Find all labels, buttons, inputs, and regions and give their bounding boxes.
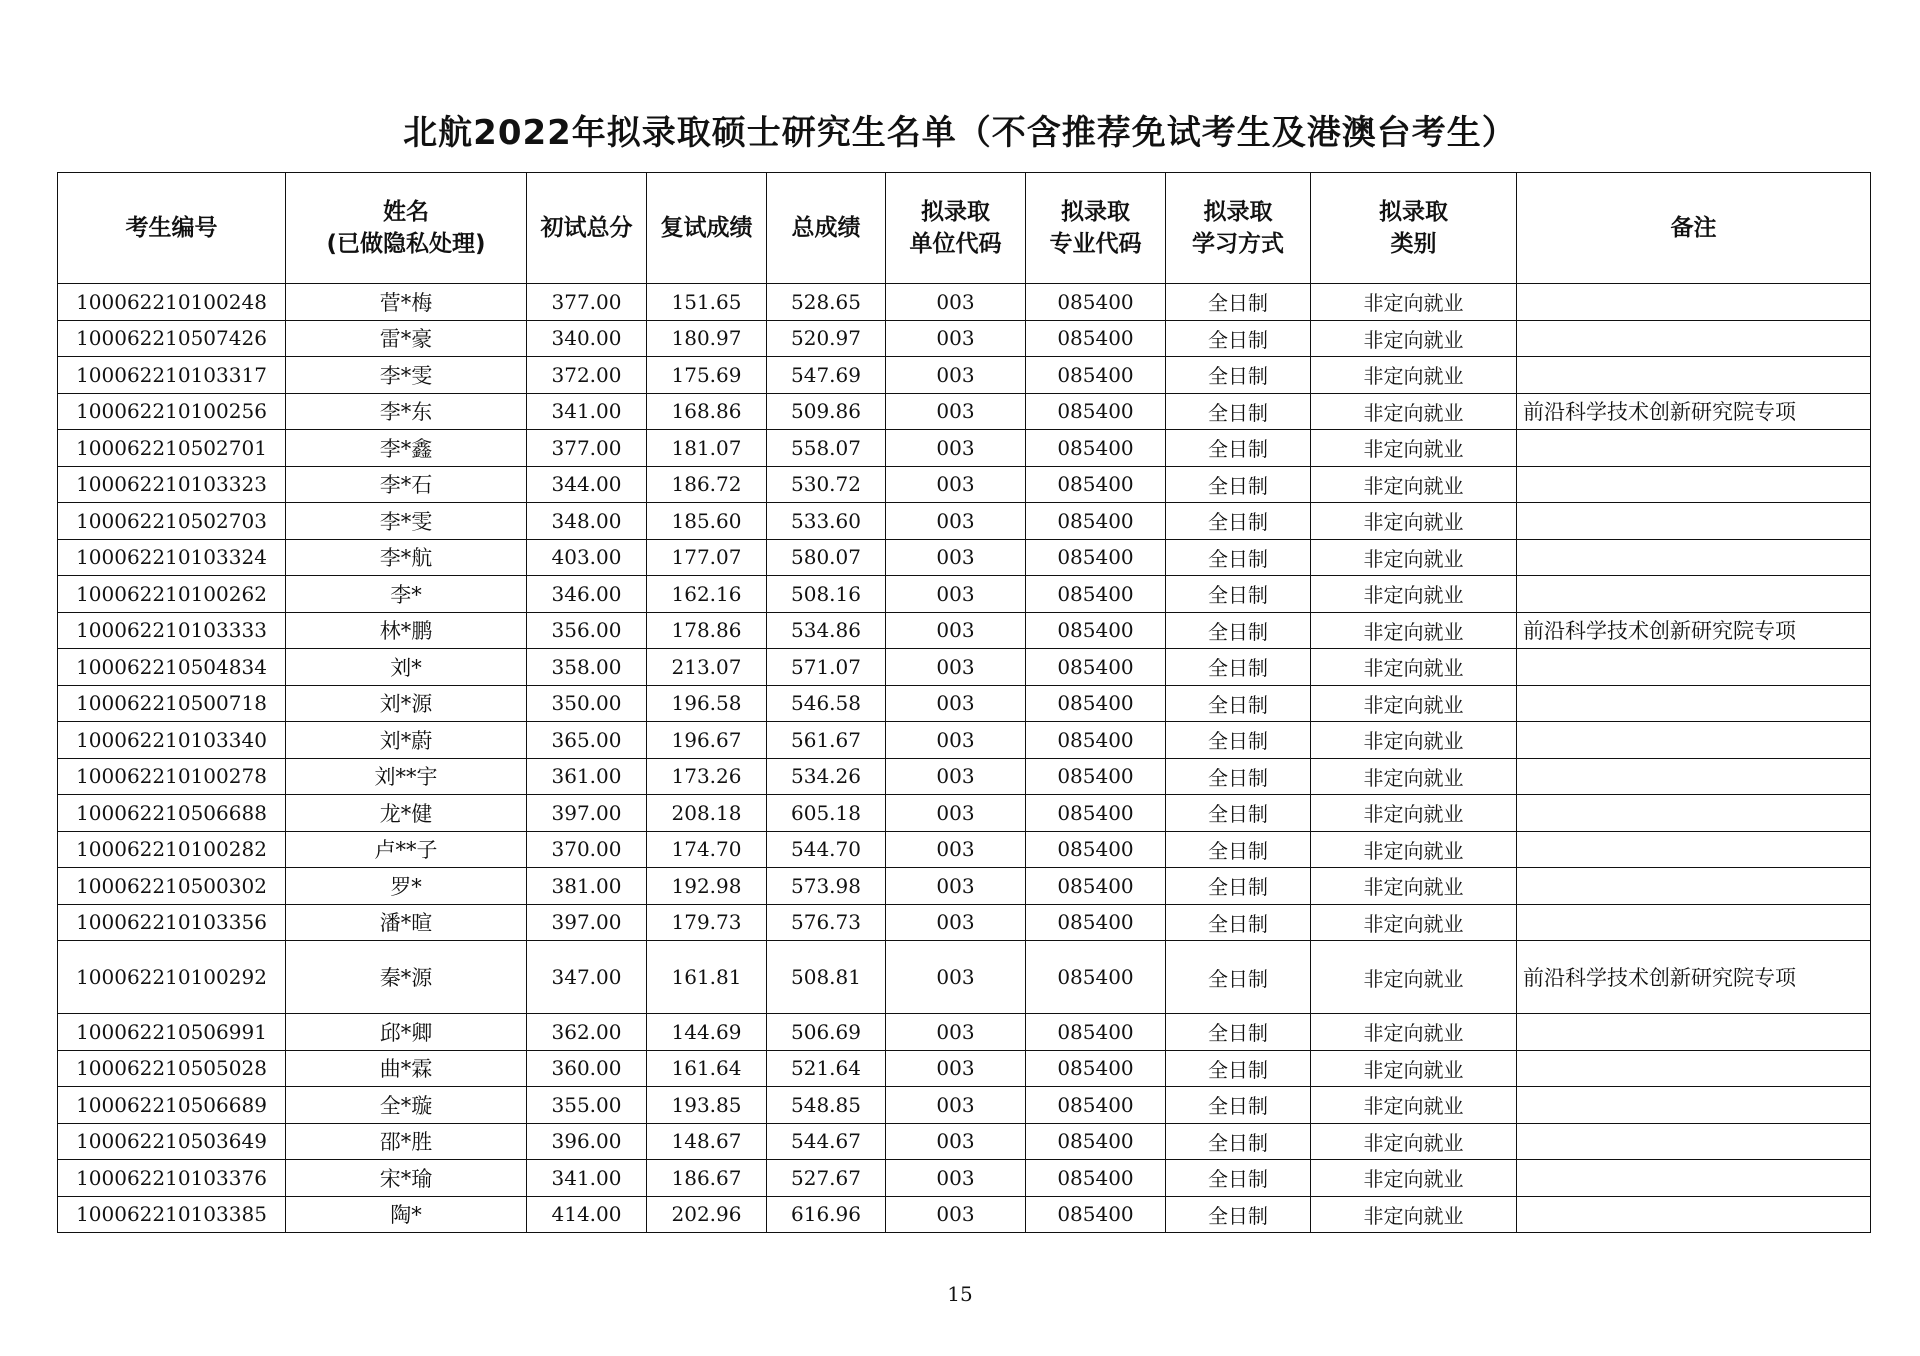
retest-score-cell: 148.67 xyxy=(647,1123,767,1160)
category-cell: 非定向就业 xyxy=(1311,941,1517,1014)
study-mode-cell: 全日制 xyxy=(1166,1014,1311,1051)
name-cell: 刘**宇 xyxy=(286,758,527,795)
remark-cell xyxy=(1517,1050,1871,1087)
study-mode-cell: 全日制 xyxy=(1166,393,1311,430)
remark-cell xyxy=(1517,1014,1871,1051)
unit-code-cell: 003 xyxy=(886,722,1026,759)
candidate-id-cell: 100062210507426 xyxy=(58,320,286,357)
category-cell: 非定向就业 xyxy=(1311,722,1517,759)
initial-score-cell: 370.00 xyxy=(527,831,647,868)
category-cell: 非定向就业 xyxy=(1311,430,1517,467)
header-category: 拟录取 类别 xyxy=(1311,173,1517,284)
retest-score-cell: 174.70 xyxy=(647,831,767,868)
major-code-cell: 085400 xyxy=(1026,393,1166,430)
major-code-cell: 085400 xyxy=(1026,795,1166,832)
initial-score-cell: 358.00 xyxy=(527,649,647,686)
candidate-id-cell: 100062210505028 xyxy=(58,1050,286,1087)
study-mode-cell: 全日制 xyxy=(1166,649,1311,686)
total-score-cell: 544.67 xyxy=(767,1123,886,1160)
unit-code-cell: 003 xyxy=(886,539,1026,576)
total-score-cell: 527.67 xyxy=(767,1160,886,1197)
category-cell: 非定向就业 xyxy=(1311,831,1517,868)
table-row xyxy=(58,1014,1871,1051)
category-cell: 非定向就业 xyxy=(1311,1050,1517,1087)
retest-score-cell: 180.97 xyxy=(647,320,767,357)
total-score-cell: 580.07 xyxy=(767,539,886,576)
candidate-id-cell: 100062210504834 xyxy=(58,649,286,686)
header-total-score: 总成绩 xyxy=(767,173,886,284)
unit-code-cell: 003 xyxy=(886,685,1026,722)
name-cell: 李* xyxy=(286,576,527,613)
header-unit-code: 拟录取 单位代码 xyxy=(886,173,1026,284)
table-body xyxy=(58,284,1871,1233)
category-cell: 非定向就业 xyxy=(1311,284,1517,321)
total-score-cell: 547.69 xyxy=(767,357,886,394)
remark-cell xyxy=(1517,904,1871,941)
initial-score-cell: 365.00 xyxy=(527,722,647,759)
category-cell: 非定向就业 xyxy=(1311,576,1517,613)
name-cell: 李*雯 xyxy=(286,503,527,540)
retest-score-cell: 186.67 xyxy=(647,1160,767,1197)
major-code-cell: 085400 xyxy=(1026,320,1166,357)
candidate-id-cell: 100062210103376 xyxy=(58,1160,286,1197)
remark-cell xyxy=(1517,357,1871,394)
candidate-id-cell: 100062210103323 xyxy=(58,466,286,503)
unit-code-cell: 003 xyxy=(886,1050,1026,1087)
study-mode-cell: 全日制 xyxy=(1166,539,1311,576)
candidate-id-cell: 100062210500718 xyxy=(58,685,286,722)
remark-cell xyxy=(1517,466,1871,503)
candidate-id-cell: 100062210500302 xyxy=(58,868,286,905)
name-cell: 全*璇 xyxy=(286,1087,527,1124)
total-score-cell: 558.07 xyxy=(767,430,886,467)
unit-code-cell: 003 xyxy=(886,576,1026,613)
name-cell: 邵*胜 xyxy=(286,1123,527,1160)
major-code-cell: 085400 xyxy=(1026,1196,1166,1233)
retest-score-cell: 151.65 xyxy=(647,284,767,321)
unit-code-cell: 003 xyxy=(886,831,1026,868)
header-retest-score: 复试成绩 xyxy=(647,173,767,284)
name-cell: 龙*健 xyxy=(286,795,527,832)
table-row xyxy=(58,1160,1871,1197)
initial-score-cell: 341.00 xyxy=(527,1160,647,1197)
unit-code-cell: 003 xyxy=(886,649,1026,686)
major-code-cell: 085400 xyxy=(1026,1123,1166,1160)
major-code-cell: 085400 xyxy=(1026,868,1166,905)
remark-cell xyxy=(1517,1087,1871,1124)
initial-score-cell: 341.00 xyxy=(527,393,647,430)
candidate-id-cell: 100062210103317 xyxy=(58,357,286,394)
table-row xyxy=(58,758,1871,795)
unit-code-cell: 003 xyxy=(886,284,1026,321)
name-cell: 李*雯 xyxy=(286,357,527,394)
table-row xyxy=(58,904,1871,941)
candidate-id-cell: 100062210506689 xyxy=(58,1087,286,1124)
remark-cell xyxy=(1517,320,1871,357)
name-cell: 罗* xyxy=(286,868,527,905)
retest-score-cell: 178.86 xyxy=(647,612,767,649)
name-cell: 宋*瑜 xyxy=(286,1160,527,1197)
table-row xyxy=(58,1087,1871,1124)
retest-score-cell: 186.72 xyxy=(647,466,767,503)
candidate-id-cell: 100062210100256 xyxy=(58,393,286,430)
retest-score-cell: 161.64 xyxy=(647,1050,767,1087)
candidate-id-cell: 100062210103340 xyxy=(58,722,286,759)
study-mode-cell: 全日制 xyxy=(1166,904,1311,941)
table-row xyxy=(58,649,1871,686)
remark-cell xyxy=(1517,576,1871,613)
table-row xyxy=(58,1050,1871,1087)
name-cell: 卢**子 xyxy=(286,831,527,868)
initial-score-cell: 348.00 xyxy=(527,503,647,540)
remark-cell xyxy=(1517,868,1871,905)
retest-score-cell: 196.67 xyxy=(647,722,767,759)
remark-cell xyxy=(1517,1160,1871,1197)
candidate-id-cell: 100062210503649 xyxy=(58,1123,286,1160)
major-code-cell: 085400 xyxy=(1026,357,1166,394)
total-score-cell: 528.65 xyxy=(767,284,886,321)
header-study-mode: 拟录取 学习方式 xyxy=(1166,173,1311,284)
name-cell: 刘*蔚 xyxy=(286,722,527,759)
candidate-id-cell: 100062210506688 xyxy=(58,795,286,832)
table-row xyxy=(58,539,1871,576)
major-code-cell: 085400 xyxy=(1026,539,1166,576)
major-code-cell: 085400 xyxy=(1026,649,1166,686)
initial-score-cell: 340.00 xyxy=(527,320,647,357)
table-header-row xyxy=(58,173,1871,284)
study-mode-cell: 全日制 xyxy=(1166,576,1311,613)
remark-cell xyxy=(1517,1196,1871,1233)
category-cell: 非定向就业 xyxy=(1311,320,1517,357)
retest-score-cell: 202.96 xyxy=(647,1196,767,1233)
unit-code-cell: 003 xyxy=(886,1123,1026,1160)
study-mode-cell: 全日制 xyxy=(1166,1123,1311,1160)
candidate-id-cell: 100062210103324 xyxy=(58,539,286,576)
candidate-id-cell: 100062210502703 xyxy=(58,503,286,540)
remark-cell xyxy=(1517,539,1871,576)
major-code-cell: 085400 xyxy=(1026,430,1166,467)
category-cell: 非定向就业 xyxy=(1311,393,1517,430)
initial-score-cell: 381.00 xyxy=(527,868,647,905)
major-code-cell: 085400 xyxy=(1026,1014,1166,1051)
table-row xyxy=(58,868,1871,905)
study-mode-cell: 全日制 xyxy=(1166,466,1311,503)
initial-score-cell: 397.00 xyxy=(527,904,647,941)
initial-score-cell: 377.00 xyxy=(527,284,647,321)
unit-code-cell: 003 xyxy=(886,904,1026,941)
unit-code-cell: 003 xyxy=(886,393,1026,430)
table-row xyxy=(58,357,1871,394)
table-row xyxy=(58,831,1871,868)
header-id: 考生编号 xyxy=(58,173,286,284)
retest-score-cell: 193.85 xyxy=(647,1087,767,1124)
initial-score-cell: 362.00 xyxy=(527,1014,647,1051)
initial-score-cell: 396.00 xyxy=(527,1123,647,1160)
initial-score-cell: 350.00 xyxy=(527,685,647,722)
initial-score-cell: 344.00 xyxy=(527,466,647,503)
candidate-id-cell: 100062210100262 xyxy=(58,576,286,613)
initial-score-cell: 361.00 xyxy=(527,758,647,795)
total-score-cell: 520.97 xyxy=(767,320,886,357)
remark-cell: 前沿科学技术创新研究院专项 xyxy=(1517,612,1871,649)
total-score-cell: 508.16 xyxy=(767,576,886,613)
name-cell: 李*航 xyxy=(286,539,527,576)
category-cell: 非定向就业 xyxy=(1311,503,1517,540)
study-mode-cell: 全日制 xyxy=(1166,722,1311,759)
name-cell: 刘* xyxy=(286,649,527,686)
name-cell: 秦*源 xyxy=(286,941,527,1014)
unit-code-cell: 003 xyxy=(886,320,1026,357)
study-mode-cell: 全日制 xyxy=(1166,831,1311,868)
unit-code-cell: 003 xyxy=(886,1087,1026,1124)
table-row xyxy=(58,685,1871,722)
remark-cell xyxy=(1517,722,1871,759)
category-cell: 非定向就业 xyxy=(1311,649,1517,686)
study-mode-cell: 全日制 xyxy=(1166,758,1311,795)
remark-cell xyxy=(1517,284,1871,321)
major-code-cell: 085400 xyxy=(1026,722,1166,759)
total-score-cell: 576.73 xyxy=(767,904,886,941)
unit-code-cell: 003 xyxy=(886,503,1026,540)
name-cell: 菅*梅 xyxy=(286,284,527,321)
page-number: 15 xyxy=(947,1282,973,1306)
unit-code-cell: 003 xyxy=(886,612,1026,649)
name-cell: 李*石 xyxy=(286,466,527,503)
study-mode-cell: 全日制 xyxy=(1166,1196,1311,1233)
retest-score-cell: 181.07 xyxy=(647,430,767,467)
total-score-cell: 561.67 xyxy=(767,722,886,759)
study-mode-cell: 全日制 xyxy=(1166,430,1311,467)
table-row xyxy=(58,576,1871,613)
category-cell: 非定向就业 xyxy=(1311,1123,1517,1160)
initial-score-cell: 414.00 xyxy=(527,1196,647,1233)
total-score-cell: 571.07 xyxy=(767,649,886,686)
candidate-id-cell: 100062210103333 xyxy=(58,612,286,649)
category-cell: 非定向就业 xyxy=(1311,758,1517,795)
major-code-cell: 085400 xyxy=(1026,904,1166,941)
unit-code-cell: 003 xyxy=(886,430,1026,467)
retest-score-cell: 168.86 xyxy=(647,393,767,430)
remark-cell xyxy=(1517,685,1871,722)
retest-score-cell: 192.98 xyxy=(647,868,767,905)
study-mode-cell: 全日制 xyxy=(1166,1087,1311,1124)
total-score-cell: 533.60 xyxy=(767,503,886,540)
study-mode-cell: 全日制 xyxy=(1166,868,1311,905)
name-cell: 雷*豪 xyxy=(286,320,527,357)
initial-score-cell: 397.00 xyxy=(527,795,647,832)
table-row xyxy=(58,1123,1871,1160)
candidate-id-cell: 100062210506991 xyxy=(58,1014,286,1051)
table-row xyxy=(58,1196,1871,1233)
study-mode-cell: 全日制 xyxy=(1166,320,1311,357)
category-cell: 非定向就业 xyxy=(1311,868,1517,905)
table-row xyxy=(58,612,1871,649)
initial-score-cell: 346.00 xyxy=(527,576,647,613)
retest-score-cell: 144.69 xyxy=(647,1014,767,1051)
initial-score-cell: 372.00 xyxy=(527,357,647,394)
major-code-cell: 085400 xyxy=(1026,758,1166,795)
study-mode-cell: 全日制 xyxy=(1166,795,1311,832)
category-cell: 非定向就业 xyxy=(1311,1087,1517,1124)
unit-code-cell: 003 xyxy=(886,1160,1026,1197)
major-code-cell: 085400 xyxy=(1026,466,1166,503)
remark-cell: 前沿科学技术创新研究院专项 xyxy=(1517,941,1871,1014)
total-score-cell: 573.98 xyxy=(767,868,886,905)
category-cell: 非定向就业 xyxy=(1311,1160,1517,1197)
candidate-id-cell: 100062210103385 xyxy=(58,1196,286,1233)
total-score-cell: 616.96 xyxy=(767,1196,886,1233)
retest-score-cell: 196.58 xyxy=(647,685,767,722)
retest-score-cell: 175.69 xyxy=(647,357,767,394)
major-code-cell: 085400 xyxy=(1026,612,1166,649)
initial-score-cell: 347.00 xyxy=(527,941,647,1014)
table-row xyxy=(58,284,1871,321)
header-initial-score: 初试总分 xyxy=(527,173,647,284)
total-score-cell: 544.70 xyxy=(767,831,886,868)
initial-score-cell: 403.00 xyxy=(527,539,647,576)
retest-score-cell: 179.73 xyxy=(647,904,767,941)
category-cell: 非定向就业 xyxy=(1311,539,1517,576)
major-code-cell: 085400 xyxy=(1026,503,1166,540)
page-title: 北航2022年拟录取硕士研究生名单（不含推荐免试考生及港澳台考生） xyxy=(403,113,1517,153)
initial-score-cell: 360.00 xyxy=(527,1050,647,1087)
remark-cell xyxy=(1517,831,1871,868)
remark-cell: 前沿科学技术创新研究院专项 xyxy=(1517,393,1871,430)
unit-code-cell: 003 xyxy=(886,1196,1026,1233)
study-mode-cell: 全日制 xyxy=(1166,612,1311,649)
major-code-cell: 085400 xyxy=(1026,685,1166,722)
header-name: 姓名 (已做隐私处理) xyxy=(286,173,527,284)
major-code-cell: 085400 xyxy=(1026,576,1166,613)
category-cell: 非定向就业 xyxy=(1311,1196,1517,1233)
study-mode-cell: 全日制 xyxy=(1166,503,1311,540)
table-row xyxy=(58,320,1871,357)
name-cell: 潘*暄 xyxy=(286,904,527,941)
category-cell: 非定向就业 xyxy=(1311,685,1517,722)
candidate-id-cell: 100062210100282 xyxy=(58,831,286,868)
unit-code-cell: 003 xyxy=(886,466,1026,503)
unit-code-cell: 003 xyxy=(886,941,1026,1014)
major-code-cell: 085400 xyxy=(1026,1160,1166,1197)
major-code-cell: 085400 xyxy=(1026,1087,1166,1124)
retest-score-cell: 177.07 xyxy=(647,539,767,576)
study-mode-cell: 全日制 xyxy=(1166,284,1311,321)
total-score-cell: 534.26 xyxy=(767,758,886,795)
major-code-cell: 085400 xyxy=(1026,1050,1166,1087)
header-major-code: 拟录取 专业代码 xyxy=(1026,173,1166,284)
total-score-cell: 521.64 xyxy=(767,1050,886,1087)
table-row xyxy=(58,430,1871,467)
total-score-cell: 534.86 xyxy=(767,612,886,649)
retest-score-cell: 162.16 xyxy=(647,576,767,613)
table-row xyxy=(58,941,1871,1014)
name-cell: 刘*源 xyxy=(286,685,527,722)
study-mode-cell: 全日制 xyxy=(1166,1160,1311,1197)
admission-table xyxy=(57,172,1871,1233)
candidate-id-cell: 100062210100248 xyxy=(58,284,286,321)
study-mode-cell: 全日制 xyxy=(1166,941,1311,1014)
remark-cell xyxy=(1517,758,1871,795)
name-cell: 曲*霖 xyxy=(286,1050,527,1087)
remark-cell xyxy=(1517,649,1871,686)
name-cell: 李*东 xyxy=(286,393,527,430)
total-score-cell: 530.72 xyxy=(767,466,886,503)
table-row xyxy=(58,722,1871,759)
total-score-cell: 509.86 xyxy=(767,393,886,430)
candidate-id-cell: 100062210103356 xyxy=(58,904,286,941)
major-code-cell: 085400 xyxy=(1026,284,1166,321)
retest-score-cell: 161.81 xyxy=(647,941,767,1014)
name-cell: 邱*卿 xyxy=(286,1014,527,1051)
unit-code-cell: 003 xyxy=(886,795,1026,832)
study-mode-cell: 全日制 xyxy=(1166,1050,1311,1087)
initial-score-cell: 377.00 xyxy=(527,430,647,467)
table-row xyxy=(58,503,1871,540)
retest-score-cell: 213.07 xyxy=(647,649,767,686)
total-score-cell: 548.85 xyxy=(767,1087,886,1124)
study-mode-cell: 全日制 xyxy=(1166,357,1311,394)
name-cell: 陶* xyxy=(286,1196,527,1233)
category-cell: 非定向就业 xyxy=(1311,466,1517,503)
total-score-cell: 605.18 xyxy=(767,795,886,832)
category-cell: 非定向就业 xyxy=(1311,795,1517,832)
category-cell: 非定向就业 xyxy=(1311,612,1517,649)
unit-code-cell: 003 xyxy=(886,1014,1026,1051)
remark-cell xyxy=(1517,795,1871,832)
remark-cell xyxy=(1517,1123,1871,1160)
study-mode-cell: 全日制 xyxy=(1166,685,1311,722)
major-code-cell: 085400 xyxy=(1026,941,1166,1014)
total-score-cell: 506.69 xyxy=(767,1014,886,1051)
retest-score-cell: 173.26 xyxy=(647,758,767,795)
category-cell: 非定向就业 xyxy=(1311,1014,1517,1051)
header-remark: 备注 xyxy=(1517,173,1871,284)
category-cell: 非定向就业 xyxy=(1311,904,1517,941)
unit-code-cell: 003 xyxy=(886,868,1026,905)
major-code-cell: 085400 xyxy=(1026,831,1166,868)
candidate-id-cell: 100062210100278 xyxy=(58,758,286,795)
initial-score-cell: 355.00 xyxy=(527,1087,647,1124)
table-row xyxy=(58,795,1871,832)
name-cell: 李*鑫 xyxy=(286,430,527,467)
retest-score-cell: 208.18 xyxy=(647,795,767,832)
retest-score-cell: 185.60 xyxy=(647,503,767,540)
remark-cell xyxy=(1517,430,1871,467)
total-score-cell: 546.58 xyxy=(767,685,886,722)
unit-code-cell: 003 xyxy=(886,357,1026,394)
unit-code-cell: 003 xyxy=(886,758,1026,795)
candidate-id-cell: 100062210502701 xyxy=(58,430,286,467)
table-row xyxy=(58,393,1871,430)
total-score-cell: 508.81 xyxy=(767,941,886,1014)
table-row xyxy=(58,466,1871,503)
name-cell: 林*鹏 xyxy=(286,612,527,649)
category-cell: 非定向就业 xyxy=(1311,357,1517,394)
initial-score-cell: 356.00 xyxy=(527,612,647,649)
remark-cell xyxy=(1517,503,1871,540)
candidate-id-cell: 100062210100292 xyxy=(58,941,286,1014)
